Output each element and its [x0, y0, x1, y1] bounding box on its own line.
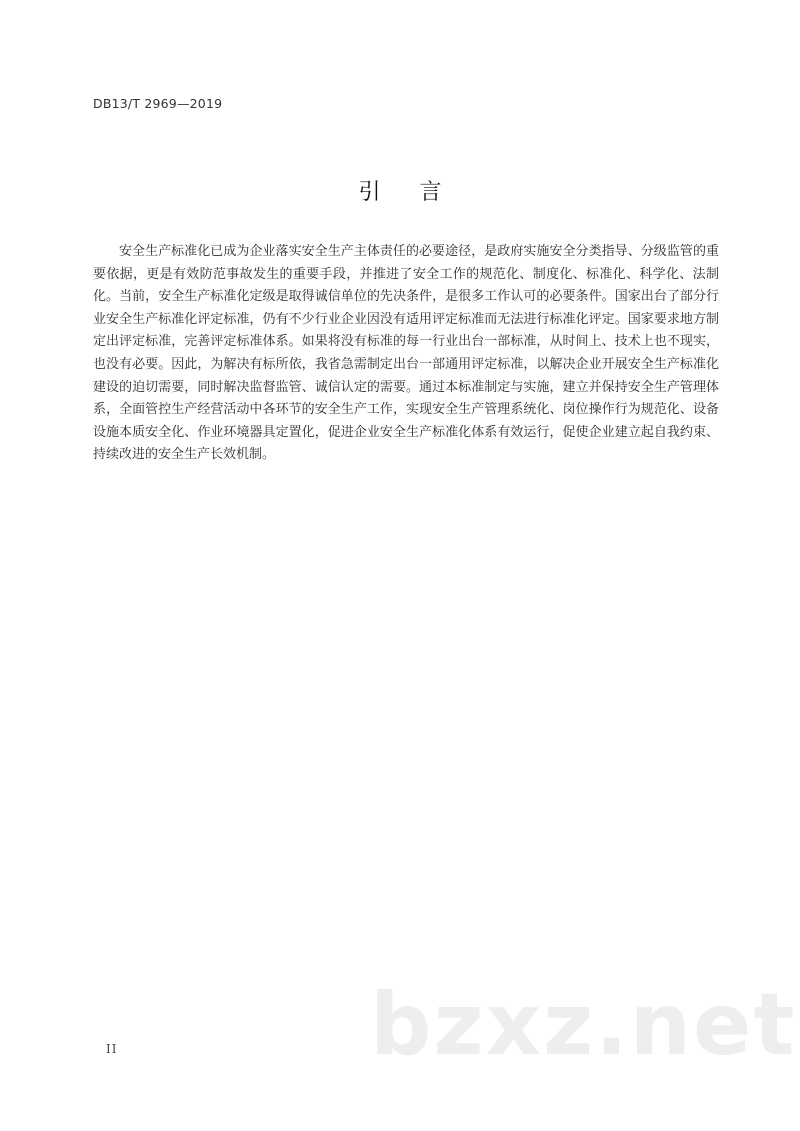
page-number: II	[106, 1042, 118, 1056]
section-title: 引 言	[358, 180, 458, 205]
document-code: DB13/T 2969—2019	[93, 96, 223, 111]
watermark: bzxz.net	[370, 975, 797, 1075]
intro-paragraph: 安全生产标准化已成为企业落实安全生产主体责任的必要途径，是政府实施安全分类指导、分级监管的重要依据，更是有效防范事故发生的重要手段，并推进了安全工作的规范化、制度化、标准化、科学化、法制化。当前，安全生产标准化定级是取得诚信单位的先决条件，是很多工作认可的必要条件。国家出台了部分行业安全生产标准化评定标准，仍有不少行业企业因没有适用评定标准而无法进行标准化评定。国家要求地方制定出评定标准，完善评定标准体系。如果将没有标准的每一行业出台一部标准，从时间上、技术上也不现实，也没有必要。因此，为解决有标所依，我省急需制定出台一部通用评定标准，以解决企业开展安全生产标准化建设的迫切需要，同时解决监督监管、诚信认定的需要。通过本标准制定与实施，建立并保持安全生产管理体系，全面管控生产经营活动中各环节的安全生产工作，实现安全生产管理系统化、岗位操作行为规范化、设备设施本质安全化、作业环境器具定置化，促进企业安全生产标准化体系有效运行，促使企业建立起自我约束、持续改进的安全生产长效机制。	[93, 244, 719, 463]
